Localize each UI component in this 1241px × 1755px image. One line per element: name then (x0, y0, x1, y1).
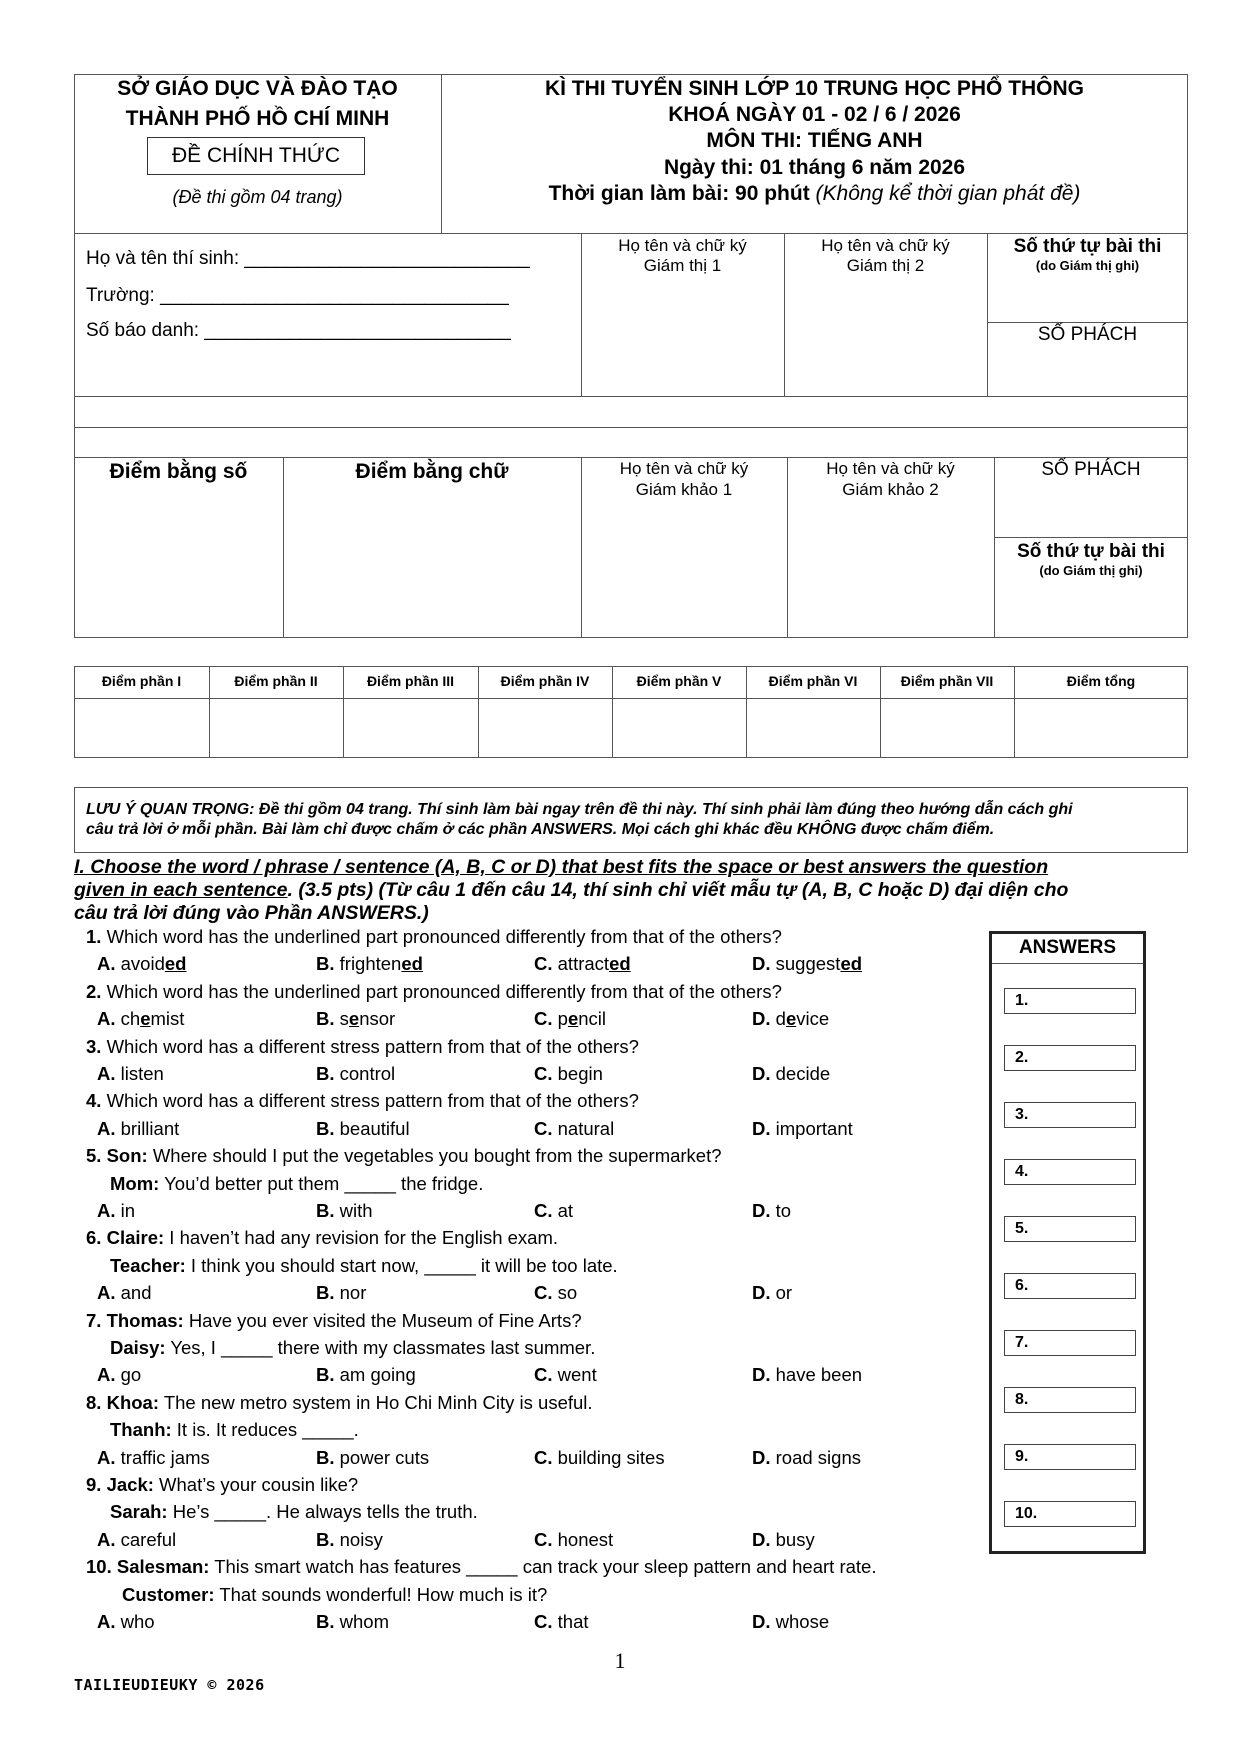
option-letter: B. (316, 1364, 335, 1386)
option-text: who (120, 1611, 155, 1632)
option-text: that (557, 1611, 589, 1632)
option-text-rest: vice (796, 1008, 830, 1030)
question-reply (110, 1501, 478, 1523)
examiner1-label2: Giám khảo 1 (635, 480, 733, 499)
option-letter: D. (752, 1282, 771, 1304)
question-number: 8. (86, 1391, 102, 1413)
score-col-header: Điểm phần VI (768, 673, 858, 689)
answer-box-2[interactable]: 2. (1004, 1045, 1136, 1071)
option-text: brilliant (120, 1117, 180, 1139)
option-letter: A. (97, 1611, 116, 1632)
page-number: 1 (614, 1648, 626, 1673)
option-text-rest: mist (150, 1008, 185, 1030)
option-letter: A. (97, 1117, 116, 1139)
option-letter: A. (97, 1446, 116, 1468)
score-col-header: Điểm phần VII (900, 673, 994, 689)
official-stamp: ĐỀ CHÍNH THỨC (147, 137, 365, 175)
question-7 (86, 1310, 582, 1332)
reply-text: Yes, I _____ there with my classmates last summer. (170, 1337, 596, 1358)
speaker: Thomas: (106, 1309, 184, 1331)
option-d (752, 1529, 815, 1551)
option-d (752, 1063, 830, 1085)
option-underlined: ed (840, 953, 863, 975)
question-6 (86, 1227, 558, 1249)
reply-text: It is. It reduces _____. (176, 1419, 359, 1441)
proctor2-label2: Giám thị 2 (846, 256, 925, 275)
option-text: and (120, 1282, 152, 1304)
option-letter: B. (316, 1282, 335, 1304)
option-a (97, 1063, 164, 1085)
question-10 (86, 1556, 876, 1578)
option-text: beautiful (339, 1117, 410, 1139)
option-c (534, 1063, 603, 1085)
option-underlined: ed (609, 953, 631, 975)
option-b (316, 1008, 395, 1030)
score-words-label: Điểm bằng chữ (355, 460, 509, 483)
option-text: at (557, 1200, 574, 1221)
score-col-header: Điểm phần III (366, 673, 455, 689)
grade-order-label: Số thứ tự bài thi (1017, 541, 1165, 562)
answer-box-4[interactable]: 4. (1004, 1159, 1136, 1185)
option-letter: A. (97, 1282, 116, 1304)
grade-order-note: (do Giám thị ghi) (1039, 563, 1143, 578)
score-cell[interactable] (345, 700, 476, 756)
score-col-header: Điểm phần IV (500, 673, 590, 689)
option-a (97, 1118, 179, 1140)
option-c (534, 1364, 597, 1386)
option-letter: D. (752, 1117, 771, 1139)
option-text: attract (557, 953, 610, 975)
answer-box-10[interactable]: 10. (1004, 1501, 1136, 1527)
option-text: so (557, 1282, 578, 1304)
score-col-divider (343, 666, 344, 758)
question-text: The new metro system in Ho Chi Minh City is useful. (163, 1391, 593, 1413)
option-a (97, 1364, 141, 1386)
score-cell[interactable] (882, 700, 1012, 756)
speaker: Thanh: (110, 1419, 172, 1441)
option-letter: D. (752, 1611, 771, 1632)
pages-note: (Đề thi gồm 04 trang) (172, 187, 343, 207)
option-letter: C. (534, 1282, 553, 1304)
option-text: with (339, 1200, 373, 1221)
option-text: building sites (557, 1446, 665, 1468)
question-reply (110, 1419, 359, 1441)
question-number: 2. (86, 980, 102, 1002)
option-underlined: e (567, 1008, 579, 1030)
question-text: Which word has a different stress pattern from that of the others? (106, 1090, 639, 1112)
section1-line2 (74, 879, 1068, 902)
answer-box-7[interactable]: 7. (1004, 1330, 1136, 1356)
option-text: begin (557, 1063, 603, 1084)
score-col-header: Điểm phần II (234, 673, 318, 689)
option-letter: C. (534, 953, 553, 975)
option-b (316, 953, 423, 975)
answers-title: ANSWERS (1018, 937, 1117, 958)
option-d (752, 1364, 862, 1386)
score-col-divider (746, 666, 747, 758)
option-text: listen (120, 1063, 164, 1084)
question-number: 4. (86, 1090, 102, 1112)
score-cell[interactable] (614, 700, 744, 756)
option-text: have been (775, 1364, 863, 1386)
question-text: Have you ever visited the Museum of Fine Arts? (188, 1309, 582, 1331)
option-text: important (775, 1117, 853, 1139)
question-number: 9. (86, 1474, 102, 1495)
option-d (752, 1200, 791, 1222)
option-a (97, 1611, 155, 1633)
option-text: whose (775, 1611, 830, 1632)
order-number-note: (do Giám thị ghi) (1035, 258, 1140, 273)
answer-box-3[interactable]: 3. (1004, 1102, 1136, 1128)
score-cell[interactable] (748, 700, 878, 756)
reply-text: He’s _____. He always tells the truth. (172, 1501, 478, 1523)
question-text: This smart watch has features _____ can track your sleep pattern and heart rate. (214, 1556, 877, 1578)
section1-line3: câu trả lời đúng vào Phần ANSWERS.) (74, 902, 429, 924)
option-d (752, 1447, 861, 1469)
option-a (97, 1200, 135, 1222)
option-text: avoid (120, 953, 165, 975)
question-text: Which word has the underlined part pronounced differently from that of the others? (106, 926, 782, 947)
option-underlined: e (785, 1008, 797, 1030)
option-text: noisy (339, 1528, 383, 1550)
option-underlined: e (140, 1008, 151, 1030)
option-letter: B. (316, 1117, 335, 1139)
speaker: Claire: (106, 1227, 165, 1249)
option-letter: D. (752, 1200, 771, 1221)
option-letter: B. (316, 1008, 335, 1030)
speaker: Mom: (110, 1172, 160, 1194)
proctor1-label2: Giám thị 1 (643, 256, 722, 275)
score-col-divider (1014, 666, 1015, 758)
department-line2: THÀNH PHỐ HỒ CHÍ MINH (125, 107, 390, 130)
answers-title-line (992, 963, 1143, 964)
score-number-label: Điểm bằng số (109, 460, 248, 483)
option-b (316, 1063, 395, 1085)
option-letter: D. (752, 1446, 771, 1468)
examiner2-label1: Họ tên và chữ ký (826, 459, 955, 478)
grade-code-label: SỐ PHÁCH (1041, 459, 1141, 480)
speaker: Jack: (106, 1474, 154, 1495)
option-letter: B. (316, 1446, 335, 1468)
exam-date: Ngày thi: 01 tháng 6 năm 2026 (663, 156, 966, 179)
answer-box-5[interactable]: 5. (1004, 1216, 1136, 1242)
option-a (97, 1282, 152, 1304)
option-letter: B. (316, 1611, 335, 1632)
option-letter: A. (97, 1364, 116, 1386)
score-col-divider (478, 666, 479, 758)
option-text: decide (775, 1063, 831, 1084)
speaker: Khoa: (106, 1391, 159, 1413)
option-letter: A. (97, 1063, 116, 1084)
score-col-header: Điểm phần I (101, 673, 182, 689)
score-cell[interactable] (76, 700, 207, 756)
candidate-id-field[interactable]: Số báo danh: _____________________________ (86, 320, 511, 341)
department-line1: SỞ GIÁO DỤC VÀ ĐÀO TẠO (117, 77, 398, 100)
score-table-header-line (74, 698, 1188, 699)
question-number: 3. (86, 1035, 102, 1057)
option-text: careful (120, 1528, 177, 1550)
option-b (316, 1118, 410, 1140)
option-letter: D. (752, 953, 771, 975)
option-text: frighten (339, 953, 402, 975)
option-b (316, 1282, 366, 1304)
question-5 (86, 1145, 722, 1167)
option-c (534, 1200, 573, 1222)
option-text: in (120, 1200, 136, 1221)
option-letter: C. (534, 1528, 553, 1550)
footer-brand: TAILIEUDIEUKY © 2026 (74, 1676, 265, 1694)
candidate-name-field[interactable]: Họ và tên thí sinh: ___________________________ (86, 248, 530, 269)
score-col-header: Điểm tổng (1066, 673, 1136, 689)
option-b (316, 1529, 383, 1551)
duration-text: Thời gian làm bài: 90 phút (548, 182, 810, 205)
option-d (752, 1118, 853, 1140)
question-3 (86, 1036, 639, 1058)
option-letter: B. (316, 1528, 335, 1550)
option-letter: A. (97, 1008, 116, 1030)
cut-line (74, 427, 1188, 428)
option-a (97, 1447, 210, 1469)
option-a (97, 1008, 184, 1030)
option-letter: D. (752, 1364, 771, 1386)
option-text: traffic jams (120, 1446, 210, 1468)
notice-line1: LƯU Ý QUAN TRỌNG: Đề thi gồm 04 trang. Thí sinh làm bài ngay trên đề thi này. Thí sinh phải làm đúng theo hướng dẫn cách ghi (86, 801, 1073, 818)
option-text: am going (339, 1364, 416, 1386)
option-letter: C. (534, 1364, 553, 1386)
score-cell[interactable] (1016, 700, 1186, 756)
option-text: nor (339, 1282, 367, 1304)
option-c (534, 1447, 665, 1469)
option-text: go (120, 1364, 142, 1386)
question-text: Which word has a different stress pattern from that of the others? (106, 1035, 639, 1057)
answer-box-8[interactable]: 8. (1004, 1387, 1136, 1413)
speaker: Teacher: (110, 1254, 186, 1276)
answer-box-9[interactable]: 9. (1004, 1444, 1136, 1470)
code-label: SỐ PHÁCH (1037, 324, 1138, 345)
option-c (534, 1118, 614, 1140)
option-letter: C. (534, 1117, 553, 1139)
question-2 (86, 981, 782, 1003)
grade-div5 (994, 537, 1188, 538)
option-letter: A. (97, 1528, 116, 1550)
option-text: suggest (775, 953, 841, 975)
answer-box-6[interactable]: 6. (1004, 1273, 1136, 1299)
option-d (752, 1282, 792, 1304)
option-underlined: e (348, 1008, 360, 1030)
reply-text: That sounds wonderful! How much is it? (219, 1583, 548, 1605)
section1-line1-text: I. Choose the word / phrase / sentence (A, B, C or D) that best fits the space or best answers the question (74, 856, 1049, 878)
score-cell[interactable] (480, 700, 610, 756)
option-text: or (775, 1282, 793, 1304)
option-d (752, 1008, 829, 1030)
score-col-divider (612, 666, 613, 758)
option-text: d (775, 1008, 786, 1030)
proctor1-label1: Họ tên và chữ ký (618, 236, 747, 255)
section1-line2a: given in each sentence (74, 879, 288, 901)
option-text: honest (557, 1528, 614, 1550)
option-b (316, 1447, 429, 1469)
option-b (316, 1364, 416, 1386)
question-reply (110, 1255, 618, 1277)
section1-line2b: . (3.5 pts) (Từ câu 1 đến câu 14, thí sinh chỉ viết mẫu tự (A, B, C hoặc D) đại diện cho (287, 879, 1069, 901)
option-a (97, 953, 186, 975)
proctor2-label1: Họ tên và chữ ký (821, 236, 950, 255)
notice-line2: câu trả lời ở mỗi phần. Bài làm chỉ được chấm ở các phần ANSWERS. Mọi cách ghi khác đều KHÔNG được chấm điểm. (86, 821, 995, 838)
question-text: Where should I put the vegetables you bought from the supermarket? (152, 1145, 722, 1167)
option-text: p (557, 1008, 568, 1030)
speaker: Son: (106, 1145, 148, 1167)
order-number-label: Số thứ tự bài thi (1013, 236, 1162, 257)
option-c (534, 1008, 606, 1030)
score-cell[interactable] (211, 700, 341, 756)
score-col-header: Điểm phần V (636, 673, 722, 689)
option-letter: D. (752, 1008, 771, 1030)
option-letter: A. (97, 953, 116, 975)
option-text: control (339, 1063, 396, 1084)
option-text-rest: nsor (359, 1008, 396, 1030)
question-reply (110, 1337, 595, 1359)
question-text: What’s your cousin like? (159, 1474, 359, 1495)
section1-line1 (74, 856, 1048, 879)
question-number: 10. (86, 1556, 112, 1578)
option-underlined: ed (164, 953, 187, 975)
option-text: power cuts (339, 1446, 430, 1468)
option-text-rest: ncil (578, 1008, 606, 1030)
option-letter: C. (534, 1446, 553, 1468)
option-c (534, 1529, 613, 1551)
option-text: road signs (775, 1446, 861, 1468)
question-9 (86, 1474, 358, 1496)
option-text: to (775, 1200, 792, 1221)
exam-subject: MÔN THI: TIẾNG ANH (706, 129, 923, 152)
answer-box-1[interactable]: 1. (1004, 988, 1136, 1014)
school-field[interactable]: Trường: _________________________________ (86, 285, 509, 306)
question-reply (122, 1584, 547, 1606)
examiner1-label1: Họ tên và chữ ký (619, 459, 749, 478)
option-text: whom (339, 1611, 389, 1632)
option-text: natural (557, 1117, 615, 1139)
speaker: Salesman: (116, 1556, 210, 1578)
exam-title: KÌ THI TUYỂN SINH LỚP 10 TRUNG HỌC PHỔ THÔNG (544, 77, 1085, 100)
option-c (534, 1282, 577, 1304)
option-a (97, 1529, 176, 1551)
speaker: Sarah: (110, 1501, 168, 1523)
option-b (316, 1611, 389, 1633)
question-text: Which word has the underlined part pronounced differently from that of the others? (106, 980, 782, 1002)
option-letter: C. (534, 1200, 553, 1221)
option-letter: D. (752, 1063, 771, 1084)
question-1 (86, 926, 782, 948)
option-letter: B. (316, 1063, 335, 1084)
examiner2-label2: Giám khảo 2 (842, 480, 939, 499)
exam-duration (441, 181, 1188, 207)
option-letter: B. (316, 953, 335, 975)
question-4 (86, 1090, 639, 1112)
reply-text: I think you should start now, _____ it will be too late. (190, 1254, 618, 1276)
option-letter: C. (534, 1063, 553, 1084)
question-number: 5. (86, 1145, 102, 1167)
question-text: I haven’t had any revision for the English exam. (169, 1227, 559, 1249)
option-text: s (339, 1008, 349, 1030)
option-d (752, 953, 862, 975)
option-letter: C. (534, 1611, 553, 1632)
duration-note: (Không kể thời gian phát đề) (815, 182, 1081, 205)
option-b (316, 1200, 373, 1222)
option-underlined: ed (401, 953, 423, 975)
cand-div4 (987, 322, 1188, 323)
speaker: Customer: (122, 1583, 215, 1605)
question-number: 7. (86, 1309, 102, 1331)
question-reply (110, 1173, 483, 1195)
question-8 (86, 1392, 593, 1414)
option-text: went (557, 1364, 597, 1386)
option-letter: C. (534, 1008, 553, 1030)
option-text: busy (775, 1528, 815, 1550)
question-number: 1. (86, 926, 102, 947)
reply-text: You’d better put them _____ the fridge. (164, 1172, 484, 1194)
option-d (752, 1611, 829, 1633)
score-col-divider (880, 666, 881, 758)
option-c (534, 953, 631, 975)
question-number: 6. (86, 1227, 102, 1249)
exam-session: KHOÁ NGÀY 01 - 02 / 6 / 2026 (668, 103, 961, 126)
option-c (534, 1611, 589, 1633)
speaker: Daisy: (110, 1337, 166, 1358)
option-letter: D. (752, 1528, 771, 1550)
option-letter: A. (97, 1200, 116, 1221)
option-text: ch (120, 1008, 141, 1030)
score-col-divider (209, 666, 210, 758)
option-letter: B. (316, 1200, 335, 1221)
